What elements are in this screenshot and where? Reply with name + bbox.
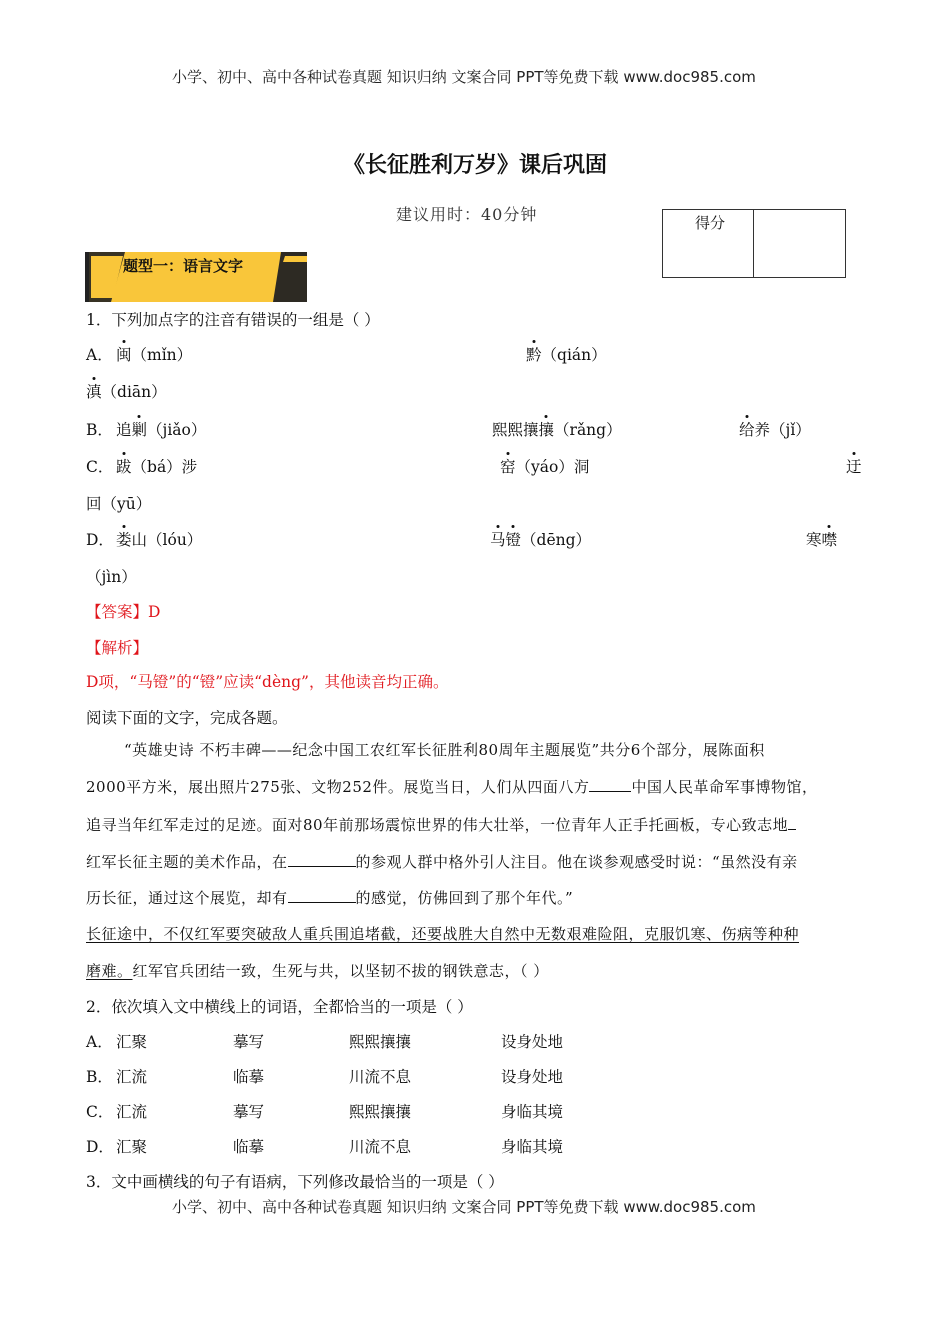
dotted-char: 噤 <box>822 528 838 550</box>
dotted-char: 镫 <box>506 528 522 550</box>
text: 中国人民革命军事博物馆， <box>631 778 818 796</box>
q1-option-d-label: D． <box>86 531 114 549</box>
q1-d-word3-chars <box>806 528 837 550</box>
page-title: 《长征胜利万岁》课后巩固 <box>342 153 607 178</box>
q1-c-word1 <box>116 455 197 477</box>
passage-line-5 <box>86 887 573 908</box>
option-word-2: 摹写 <box>233 1033 265 1051</box>
q1-c-word3-rest <box>86 492 151 514</box>
char: 追 <box>116 421 132 439</box>
option-word-2: 摹写 <box>233 1103 265 1121</box>
analysis-text: D项，“马镫”的“镫”应读“dèng”，其他读音均正确。 <box>86 673 449 691</box>
option-word-4: 设身处地 <box>501 1068 564 1086</box>
section-banner <box>85 252 307 302</box>
text: 2000平方米，展出照片275张、文物252件。展览当日，人们从四面八方 <box>86 778 590 796</box>
score-box <box>662 209 846 278</box>
q2-stem: 2．依次填入文中横线上的词语，全都恰当的一项是（ ） <box>86 998 473 1016</box>
option-word-4: 设身处地 <box>501 1033 564 1051</box>
dotted-char: 给 <box>739 418 755 440</box>
dotted-char: 闽 <box>116 343 132 365</box>
suggested-time: 建议用时：40分钟 <box>396 205 538 224</box>
pinyin: （lóu） <box>147 531 203 549</box>
option-word-3: 川流不息 <box>349 1068 412 1086</box>
text: 的参观人群中格外引人注目。他在谈参观感受时说：“虽然没有亲 <box>355 853 798 871</box>
answer-label: 【答案】 <box>86 603 149 621</box>
option-letter: D． <box>86 1138 114 1156</box>
q1-c-word3-char <box>846 455 862 477</box>
passage-line-4 <box>86 851 798 872</box>
dotted-char: 迂 <box>846 455 862 477</box>
fill-blank-4 <box>288 902 356 903</box>
page-header: 小学、初中、高中各种试卷真题 知识归纳 文案合同 PPT等免费下载 www.doc985.com <box>172 68 756 86</box>
q1-option-a-label: A． <box>86 346 113 364</box>
option-word-1: 汇流 <box>116 1103 148 1121</box>
text: 红军官兵团结一致，生死与共，以坚韧不拔的钢铁意志，（ ） <box>132 962 549 980</box>
passage-underlined-sentence-line-1: 长征途中，不仅红军要突破敌人重兵围追堵截，还要战胜大自然中无数艰难险阻，克服饥寒、伤病等种种 <box>86 925 800 943</box>
pinyin: （bá）涉 <box>131 458 198 476</box>
answer-value: D <box>148 603 161 621</box>
answer <box>86 600 160 622</box>
pinyin: （qián） <box>541 346 607 364</box>
option-word-4: 身临其境 <box>501 1138 564 1156</box>
text: 追寻当年红军走过的足迹。面对80年前那场震惊世界的伟大壮举，一位青年人正手托画板，专心致志地 <box>86 816 789 834</box>
dotted-char: 攘 <box>539 418 555 440</box>
analysis-label: 【解析】 <box>86 639 149 657</box>
char: 熙熙攘 <box>492 421 539 439</box>
q1-a-word3 <box>86 380 167 402</box>
dotted-char: 窑 <box>500 455 516 477</box>
q1-d-word1 <box>116 528 202 550</box>
reading-intro: 阅读下面的文字，完成各题。 <box>86 709 288 727</box>
pinyin: （dēng） <box>521 531 592 549</box>
q1-option-b-label: B． <box>86 421 113 439</box>
q1-a-word1 <box>116 343 192 365</box>
option-word-1: 汇聚 <box>116 1033 148 1051</box>
q1-a-word2 <box>526 343 607 365</box>
section-banner-label: 题型一：语言文字 <box>123 257 244 275</box>
fill-blank-3 <box>288 866 356 867</box>
text: 红军长征主题的美术作品，在 <box>86 853 288 871</box>
score-label-cell <box>663 210 754 277</box>
pinyin: （rǎng） <box>554 421 622 439</box>
q1-b-word2 <box>492 418 622 440</box>
pinyin: （mǐn） <box>131 346 193 364</box>
option-word-1: 汇流 <box>116 1068 148 1086</box>
char: 回 <box>86 495 102 513</box>
q3-stem: 3．文中画横线的句子有语病，下列修改最恰当的一项是（ ） <box>86 1173 504 1191</box>
option-letter: A． <box>86 1033 113 1051</box>
fill-blank-2 <box>788 829 796 830</box>
text: 的感觉，仿佛回到了那个年代。” <box>355 889 574 907</box>
underlined-text: 磨难。 <box>86 962 133 980</box>
option-word-2: 临摹 <box>233 1138 265 1156</box>
option-word-3: 熙熙攘攘 <box>349 1033 412 1051</box>
option-letter: C． <box>86 1103 114 1121</box>
pinyin: （jiǎo） <box>147 421 207 439</box>
dotted-char: 剿 <box>132 418 148 440</box>
pinyin: （diān） <box>101 383 167 401</box>
passage-line-1: “英雄史诗 不朽丰碑——纪念中国工农红军长征胜利80周年主题展览”共分6个部分，展陈面积 <box>124 741 765 759</box>
option-word-3: 熙熙攘攘 <box>349 1103 412 1121</box>
option-word-3: 川流不息 <box>349 1138 412 1156</box>
pinyin: （yū） <box>101 495 152 513</box>
q1-d-word3-pinyin: （jìn） <box>86 568 137 586</box>
passage-line-2 <box>86 776 817 797</box>
q1-c-word2 <box>500 455 589 477</box>
pinyin: （yáo）洞 <box>515 458 590 476</box>
dotted-char: 娄 <box>116 528 132 550</box>
passage-line-7 <box>86 960 549 981</box>
option-word-1: 汇聚 <box>116 1138 148 1156</box>
option-word-2: 临摹 <box>233 1068 265 1086</box>
char: 养 <box>754 421 771 439</box>
passage-line-3 <box>86 814 796 835</box>
char: 寒 <box>806 531 822 549</box>
text: 历长征，通过这个展览，却有 <box>86 889 288 907</box>
option-word-4: 身临其境 <box>501 1103 564 1121</box>
fill-blank-1 <box>589 791 631 792</box>
q1-stem: 1．下列加点字的注音有错误的一组是（ ） <box>86 311 380 329</box>
dotted-char: 跋 <box>116 455 132 477</box>
option-letter: B． <box>86 1068 113 1086</box>
q1-b-word1 <box>116 418 206 440</box>
q1-d-word2 <box>490 528 591 550</box>
score-label: 得分 <box>695 214 726 232</box>
dotted-char: 马 <box>490 528 506 550</box>
page-footer: 小学、初中、高中各种试卷真题 知识归纳 文案合同 PPT等免费下载 www.doc985.com <box>172 1198 756 1216</box>
pinyin: （jǐ） <box>770 421 811 439</box>
q1-b-word3 <box>739 418 811 440</box>
q1-option-c-label: C． <box>86 458 114 476</box>
dotted-char: 黔 <box>526 343 542 365</box>
dotted-char: 滇 <box>86 380 102 402</box>
char: 山 <box>131 531 148 549</box>
